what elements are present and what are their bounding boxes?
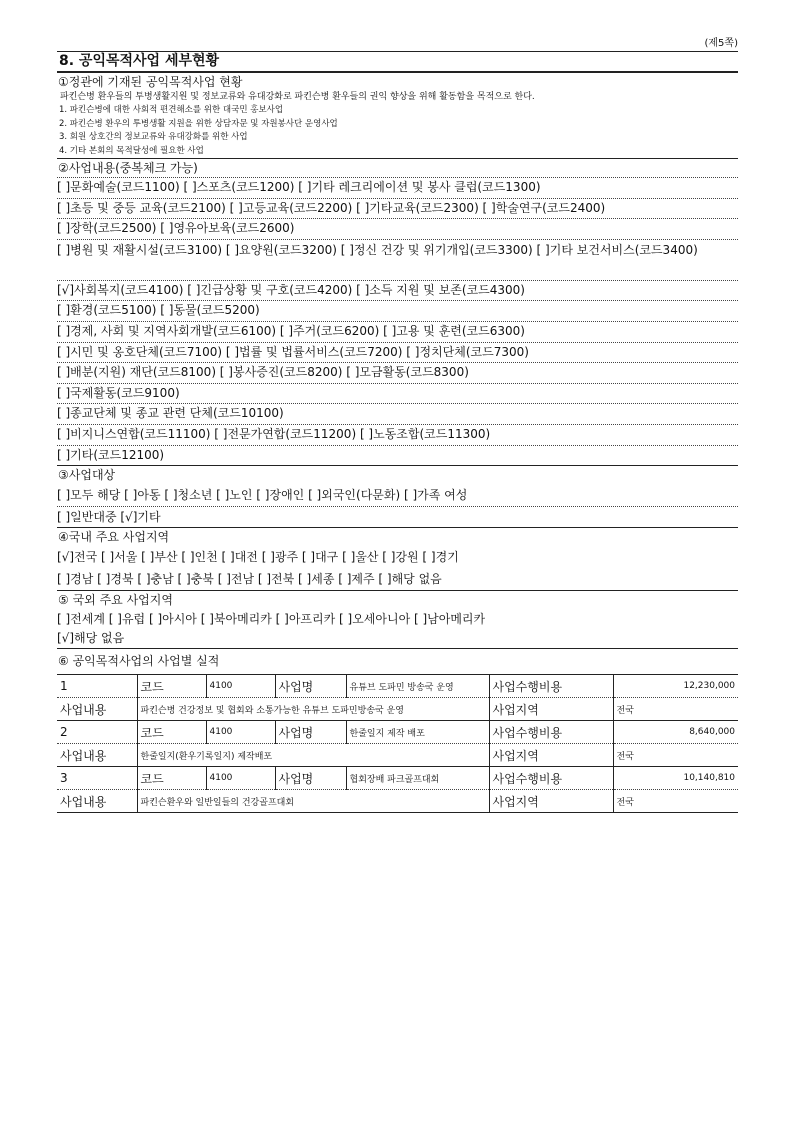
region-label: 사업지역 [489,698,613,721]
business-type-line: [ ]환경(코드5100) [ ]동물(코드5200) [57,301,738,322]
table-row [57,721,738,744]
page-title: 8. 공익목적사업 세부현황 [57,51,738,73]
cost-label: 사업수행비용 [489,675,613,698]
business-name-value: 유튜브 도파민 방송국 운영 [346,675,489,698]
business-type-line: [ ]경제, 사회 및 지역사회개발(코드6100) [ ]주거(코드6200) [ ]고용 및 훈련(코드6300) [57,322,738,343]
business-type-line: [ ]국제활동(코드9100) [57,384,738,405]
row-number: 3 [57,767,137,790]
business-type-line: [ ]장학(코드2500) [ ]영유아보육(코드2600) [57,219,738,240]
content-label: 사업내용 [57,744,137,767]
code-label: 코드 [137,767,206,790]
domestic-region-line: [√]전국 [ ]서울 [ ]부산 [ ]인천 [ ]대전 [ ]광주 [ ]대구 [ ]울산 [ ]강원 [ ]경기 [57,550,459,565]
region-value: 전국 [613,790,738,813]
region-value: 전국 [613,744,738,767]
section1-intro: 파킨슨병 환우들의 투병생활지원 및 정보교류와 유대강화로 파킨슨병 환우들의 권익 향상을 위해 활동함을 목적으로 한다. [60,92,535,102]
section1-item: 2. 파킨슨병 환우의 투병생활 지원을 위한 상담자문 및 자원봉사단 운영사업 [59,118,338,129]
section1-item: 4. 기타 본회의 목적달성에 필요한 사업 [57,145,738,160]
section1-header: ①정관에 기재된 공익목적사업 현황 [58,75,243,89]
business-type-line: [ ]기타(코드12100) [57,446,738,467]
performance-table [57,674,738,813]
section4-header: ④국내 주요 사업지역 [58,530,170,545]
cost-label: 사업수행비용 [489,767,613,790]
table-row [57,675,738,698]
table-row [57,744,738,767]
table-row [57,790,738,813]
content-value: 파킨슨병 건강정보 및 협회와 소통가능한 유튜브 도파민방송국 운영 [137,698,489,721]
region-value: 전국 [613,698,738,721]
section5-header: ⑤ 국외 주요 사업지역 [58,593,173,608]
business-name-value: 한줄일지 제작 배포 [346,721,489,744]
code-label: 코드 [137,721,206,744]
section3-header: ③사업대상 [58,468,116,483]
business-type-line: [ ]초등 및 중등 교육(코드2100) [ ]고등교육(코드2200) [ ]기타교육(코드2300) [ ]학술연구(코드2400) [57,199,738,220]
region-label: 사업지역 [489,744,613,767]
business-type-line: [√]사회복지(코드4100) [ ]긴급상황 및 구호(코드4200) [ ]소득 지원 및 보존(코드4300) [57,281,738,302]
overseas-region-line: [ ]전세계 [ ]유럽 [ ]아시아 [ ]북아메리카 [ ]아프리카 [ ]오세아니아 [ ]남아메리카 [57,612,486,627]
code-value: 4100 [206,675,275,698]
section1-item: 3. 회원 상호간의 정보교류와 유대강화를 위한 사업 [59,132,248,142]
row-number: 2 [57,721,137,744]
cost-value: 12,230,000 [613,675,738,698]
business-type-line: [ ]비지니스연합(코드11100) [ ]전문가연합(코드11200) [ ]노동조합(코드11300) [57,425,738,446]
cost-value: 8,640,000 [613,721,738,744]
business-name-value: 협회장배 파크골프대회 [346,767,489,790]
section6-header: ⑥ 공익목적사업의 사업별 실적 [58,654,220,669]
business-type-line: [ ]병원 및 재활시설(코드3100) [ ]요양원(코드3200) [ ]정신 건강 및 위기개입(코드3300) [ ]기타 보건서비스(코드3400) [57,240,738,281]
cost-label: 사업수행비용 [489,721,613,744]
domestic-region-line: [ ]경남 [ ]경북 [ ]충남 [ ]충북 [ ]전남 [ ]전북 [ ]세종 [ ]제주 [ ]해당 없음 [57,568,738,591]
row-number: 1 [57,675,137,698]
overseas-region-line: [√]해당 없음 [57,629,738,649]
business-name-label: 사업명 [275,675,346,698]
target-line: [ ]모두 해당 [ ]아동 [ ]청소년 [ ]노인 [ ]장애인 [ ]외국인(다문화) [ ]가족 여성 [57,484,738,507]
cost-value: 10,140,810 [613,767,738,790]
business-type-line: [ ]배분(지원) 재단(코드8100) [ ]봉사증진(코드8200) [ ]모금활동(코드8300) [57,363,738,384]
content-value: 파킨슨환우와 일반일들의 건강골프대회 [137,790,489,813]
code-value: 4100 [206,767,275,790]
region-label: 사업지역 [489,790,613,813]
target-line: [ ]일반대중 [√]기타 [57,507,738,528]
section1-item: 1. 파킨슨병에 대한 사회적 편견해소를 위한 대국민 홍보사업 [59,105,284,115]
code-value: 4100 [206,721,275,744]
code-label: 코드 [137,675,206,698]
business-type-line: [ ]시민 및 옹호단체(코드7100) [ ]법률 및 법률서비스(코드7200) [ ]정치단체(코드7300) [57,343,738,364]
table-row [57,698,738,721]
page-number: (제5쪽) [704,38,738,49]
business-type-line: [ ]문화예술(코드1100) [ ]스포츠(코드1200) [ ]기타 레크리에이션 및 봉사 클럽(코드1300) [57,178,738,199]
document-page [57,36,738,813]
content-value: 한줄일지(환우기록일지) 제작배포 [137,744,489,767]
table-row [57,767,738,790]
business-type-line: [ ]종교단체 및 종교 관련 단체(코드10100) [57,404,738,425]
content-label: 사업내용 [57,790,137,813]
section2-header: ②사업내용(중복체크 가능) [57,159,738,178]
business-name-label: 사업명 [275,721,346,744]
content-label: 사업내용 [57,698,137,721]
business-name-label: 사업명 [275,767,346,790]
